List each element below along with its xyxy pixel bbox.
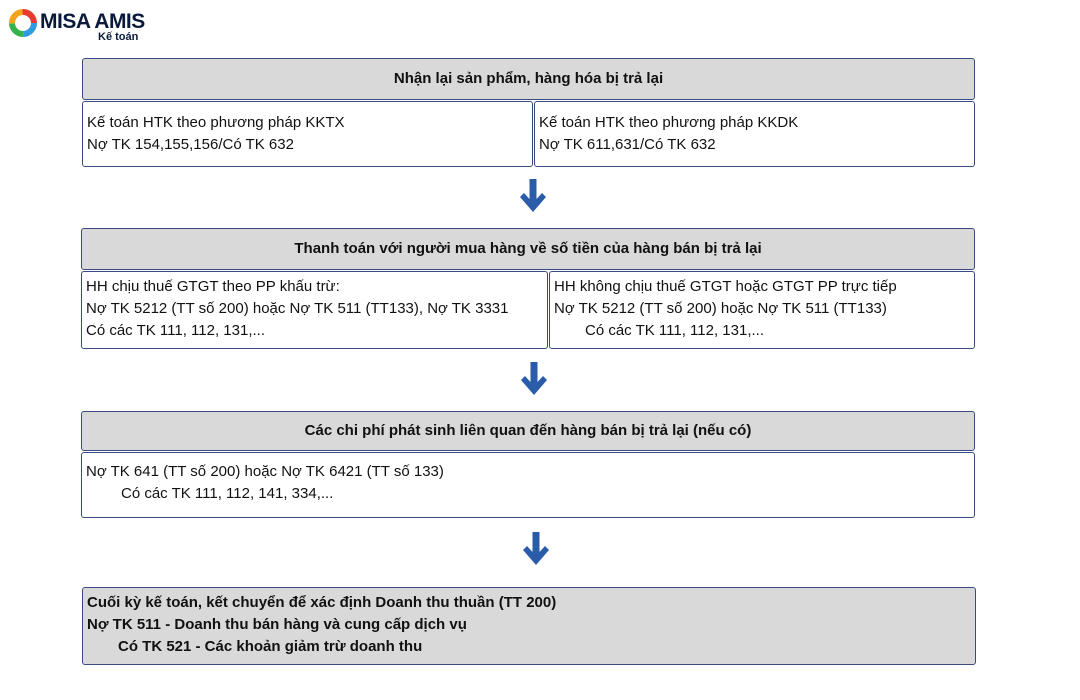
step2-right-line2: Nợ TK 5212 (TT số 200) hoặc Nợ TK 511 (TT133) [554, 300, 887, 317]
step1-header [82, 58, 975, 100]
step3-header [81, 411, 975, 451]
logo-brand-text: MISA AMIS [40, 10, 145, 33]
down-arrow-icon [521, 362, 547, 398]
step1-left-line2: Nợ TK 154,155,156/Có TK 632 [87, 136, 294, 153]
step2-left-line2: Nợ TK 5212 (TT số 200) hoặc Nợ TK 511 (TT133), Nợ TK 3331 [86, 300, 509, 317]
step2-left-line1: HH chịu thuế GTGT theo PP khấu trừ: [86, 278, 340, 295]
down-arrow-icon [523, 532, 549, 568]
step3-body-box [81, 452, 975, 518]
step1-left-line1: Kế toán HTK theo phương pháp KKTX [87, 114, 345, 131]
down-arrow-icon [520, 179, 546, 215]
step4-box [82, 587, 976, 665]
step4-line3: Có TK 521 - Các khoản giảm trừ doanh thu [118, 638, 423, 655]
step2-left-line3: Có các TK 111, 112, 131,... [86, 322, 265, 339]
step4-line2: Nợ TK 511 - Doanh thu bán hàng và cung cấp dịch vụ [87, 616, 467, 633]
step1-title: Nhận lại sản phẩm, hàng hóa bị trả lại [393, 70, 664, 87]
step1-right-line1: Kế toán HTK theo phương pháp KKDK [539, 114, 799, 131]
logo-sub-text: Kế toán [98, 31, 139, 43]
step3-line1: Nợ TK 641 (TT số 200) hoặc Nợ TK 6421 (TT số 133) [86, 463, 444, 480]
step2-left-box [81, 271, 548, 349]
misa-amis-logo [8, 8, 148, 46]
step2-right-line1: HH không chịu thuế GTGT hoặc GTGT PP trực tiếp [554, 278, 897, 295]
step3-line2: Có các TK 111, 112, 141, 334,... [121, 485, 334, 502]
step3-title: Các chi phí phát sinh liên quan đến hàng bán bị trả lại (nếu có) [304, 422, 752, 439]
step4-line1: Cuối kỳ kế toán, kết chuyển để xác định Doanh thu thuần (TT 200) [87, 594, 557, 611]
step1-right-box [534, 101, 975, 167]
step2-title: Thanh toán với người mua hàng về số tiền của hàng bán bị trả lại [294, 240, 762, 257]
step2-right-box [549, 271, 975, 349]
step2-header [81, 228, 975, 270]
step1-left-box [82, 101, 533, 167]
step1-right-line2: Nợ TK 611,631/Có TK 632 [539, 136, 716, 153]
misa-ring-icon [8, 8, 38, 38]
step2-right-line3: Có các TK 111, 112, 131,... [585, 322, 764, 339]
